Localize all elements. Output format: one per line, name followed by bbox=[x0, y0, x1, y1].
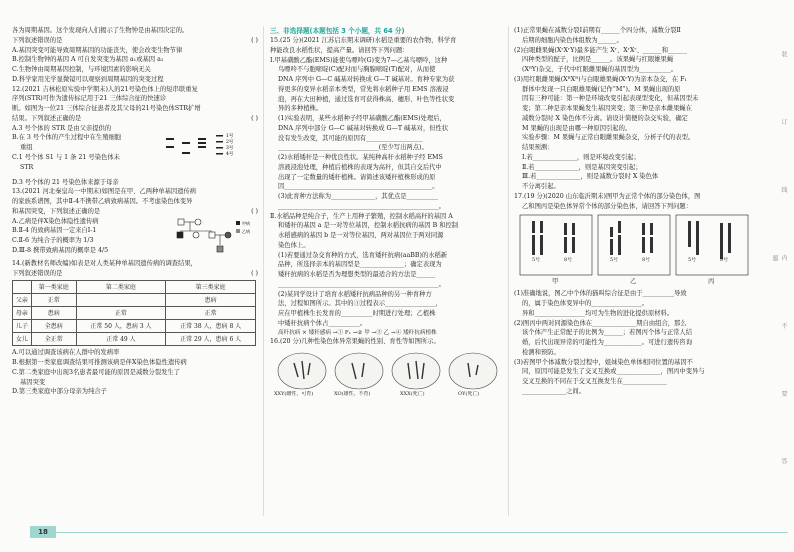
text-line: 种能改良水稻性状，提高产量。请回答下列问题： bbox=[270, 46, 409, 54]
text-line: 因_______________________________________________。 bbox=[278, 183, 439, 191]
text-line: 溶液浸泡处理，种植后植株的表现为高秆，但其自交后代中 bbox=[278, 163, 442, 171]
text-line: 后期的细胞内染色体组数为______。 bbox=[522, 36, 623, 44]
text-line: 中矮秆抗病个体占__________。 bbox=[278, 319, 367, 327]
question-line: 17.(19 分)(2020 山东临沂期末)图甲为正常个体的部分染色体，图 bbox=[514, 192, 701, 200]
figure-label: 甲 bbox=[552, 278, 559, 286]
text-line: (1)准确地说，图乙中个体的猫叫综合征是由于__________导致 bbox=[514, 290, 687, 298]
text-line: (3)用红眼雌果蝇(XᴿXᴿ)与白眼雄果蝇(XʳY)为亲本杂交，在 F₁ bbox=[514, 75, 688, 83]
text-line: 婚，后代出现异常的可能性为____________。可进行遗传咨询 bbox=[522, 339, 693, 346]
svg-text:1号: 1号 bbox=[226, 133, 234, 139]
text-line: 没有发生改变，其可能的原因有__________________ bbox=[278, 134, 423, 142]
text-line: 断。如图为一位21 三体综合征患者及其父母的21号染色体STR扩增 bbox=[12, 105, 201, 112]
column-divider bbox=[263, 26, 264, 516]
text-line: 检测和预防。 bbox=[522, 348, 560, 356]
table-cell: 全患病 bbox=[31, 320, 76, 333]
table-cell: 患病 bbox=[166, 294, 256, 307]
text-line: 下列叙述错误的是 ( ) bbox=[12, 269, 258, 277]
option-line: B.在 3 号个体的产生过程中在生殖细胞 bbox=[12, 134, 122, 142]
chromosome-tag: 8号 bbox=[642, 257, 651, 264]
question-line: 12.(2021 吉林松原实验中学期末)人的21号染色体上的短串联重复 bbox=[12, 85, 198, 93]
text-line: 因有三种可能：第一种是环境改变引起表现型变化，但基因型未 bbox=[522, 95, 699, 103]
text-line: ________________________________(至少写出两点)。 bbox=[278, 144, 428, 152]
text-line: 品种，所选择亲本的基因型是______________；确定表现为 bbox=[278, 261, 442, 269]
text-line: 结果预测： bbox=[522, 144, 554, 151]
text-line: 变；第二种是亲本果蝇发生基因突变；第三种是亲本雌果蝇在 bbox=[522, 105, 693, 112]
str-label: STR bbox=[20, 163, 34, 171]
text-line: (2)水稻矮秆是一种优良性状。某纯种高秆水稻种子经 EMS bbox=[278, 154, 443, 162]
option-line: C.生物钟由周期基因控制，与环境因素的影响无关 bbox=[12, 66, 151, 73]
option-line: A.3 号个体的 STR 是由父亲提供的 bbox=[12, 124, 112, 132]
text-line: (2)某同学设计了培育水稻矮秆抗病品种的另一种育种方 bbox=[278, 290, 432, 298]
text-line: 群体中发现一只白眼雄果蝇(记作“M”)。M 果蝇出现的原 bbox=[522, 85, 681, 93]
option-line: D.第三类家庭中部分母亲为纯合子 bbox=[12, 388, 107, 396]
fly-chromosome-figure bbox=[270, 349, 502, 399]
text-line: 和基因突变，下列叙述正确的是 ( ) bbox=[12, 207, 258, 215]
option-line: B.Ⅱ-4 的致病基因一定来自Ⅰ-1 bbox=[12, 227, 97, 235]
pedigree-figure bbox=[172, 217, 256, 257]
table-row bbox=[13, 333, 256, 346]
chromosome-tag: 5号 bbox=[688, 257, 697, 264]
text-line: 减数分裂时 X 染色体不分离。请设计简便的杂交实验，确定 bbox=[522, 114, 688, 122]
table-cell: 正常 bbox=[166, 307, 256, 320]
option-line: D.3 号个体的 21 号染色体来源于母亲 bbox=[12, 178, 119, 186]
text-line: 鸟嘌呤不与胞嘧啶(C)配对而与胸腺嘧啶(T)配对，从而使 bbox=[278, 66, 436, 74]
svg-text:3号: 3号 bbox=[226, 145, 234, 151]
text-line: 序列(STR)可作为遗传标记用于21 三体综合征的快速诊 bbox=[12, 95, 167, 103]
question-line: 14.(新教材名师改编)如表是对人类某种单基因遗传病的调查结果， bbox=[12, 259, 197, 267]
table-cell: 正常 bbox=[31, 294, 76, 307]
text-line: (1)若要通过杂交育种的方式，选育矮秆抗病(aaBB)的水稻新 bbox=[278, 251, 448, 259]
text-line: 同，原因可能是发生了交叉互换或______________，图丙中变异与 bbox=[522, 368, 705, 376]
column-left bbox=[12, 26, 258, 397]
table-cell: 第二类家庭 bbox=[76, 281, 166, 294]
text-line: (3)此育种方法称为______________，其优点是__________ bbox=[278, 193, 439, 201]
table-cell: 儿子 bbox=[13, 320, 32, 333]
table-row bbox=[13, 294, 256, 307]
svg-text:乙病: 乙病 bbox=[242, 228, 250, 234]
option-line: C.Ⅱ-6 为纯合子的概率为 1/3 bbox=[12, 237, 94, 244]
text-line: 矮秆抗病的水稻是否为理想类型的最适合的方法是______ bbox=[278, 271, 436, 279]
text-line: 得更多的变异水稻亲本类型，常先将水稻种子用 EMS 溶液浸 bbox=[278, 85, 449, 93]
text-line: 水稻感病的基因 b 是一对等位基因，两对基因位于两对同源 bbox=[278, 232, 444, 240]
column-divider bbox=[508, 26, 509, 516]
option-line: 重组 bbox=[20, 144, 33, 151]
option-line: C.第二类家庭中出现3名患者最可能的原因是减数分裂发生了 bbox=[12, 368, 181, 376]
text-line: Ⅰ.若______________，则是环境改变引起； bbox=[522, 153, 640, 161]
str-gel-figure bbox=[160, 132, 252, 172]
question-line: 15.(25 分)(2021 江苏启东期末调研)水稻是重要的农作物，科学育 bbox=[270, 37, 457, 45]
text-line: 乙和图丙是染色体异常个体的部分染色体，请回答下列问题： bbox=[522, 202, 693, 210]
svg-text:甲病: 甲病 bbox=[242, 220, 250, 226]
option-line: C.1 号个体 S1 与 1 条 21 号染色体未 bbox=[12, 153, 120, 161]
table-cell: 第一类家庭 bbox=[31, 281, 76, 294]
table-cell: 正常 bbox=[76, 307, 166, 320]
table-cell: 正常 49 人 bbox=[76, 333, 166, 346]
text-line: 法，过程如图所示。其中的③过程表示________________， bbox=[278, 300, 442, 308]
table-cell: 女儿 bbox=[13, 333, 32, 346]
text-line: Ⅲ.若______________，则是减数分裂时 X 染色体 bbox=[522, 173, 659, 181]
survey-table bbox=[12, 280, 256, 346]
text-line: M 果蝇的出现是由哪一种原因引起的。 bbox=[522, 124, 632, 132]
fly-label: XXX(死亡) bbox=[400, 391, 425, 398]
text-line: 的家族系谱图，其中Ⅱ-4不携带乙病致病基因。不考虑染色体变异 bbox=[12, 198, 193, 205]
option-line: B.根据第一类家庭调查结果可推测该病是伴X染色体隐性遗传病 bbox=[12, 359, 187, 366]
figure-label: 乙 bbox=[630, 278, 637, 286]
text-line: ______________之间。 bbox=[522, 387, 585, 395]
table-cell: 正常 29 人，患病 6 人 bbox=[166, 333, 256, 346]
text-line: (3)若图甲个体减数分裂过程中，姐妹染色单体相同位置的基因不 bbox=[514, 358, 693, 366]
text-line: 泡，再在大田种植，通过选育可获得株高、穗形、叶色等性状变 bbox=[278, 95, 455, 103]
text-line: 实验步骤：M 果蝇与正常白眼雌果蝇杂交，分析子代的表型。 bbox=[522, 134, 695, 142]
option-line: D.Ⅲ-8 携带致病基因的概率是 4/5 bbox=[12, 246, 109, 254]
table-header-row bbox=[13, 281, 256, 294]
table-cell: 全正常 bbox=[31, 333, 76, 346]
column-middle bbox=[270, 26, 502, 401]
text-line: (1)实验表明，某些水稻种子经甲基磺酸乙酯(EMS)处理后， bbox=[278, 115, 446, 123]
question-line: 13.(2021 河北秦皇岛一中期末)如图是在甲、乙两种单基因遗传病 bbox=[12, 188, 197, 196]
table-cell bbox=[13, 281, 32, 294]
text-line: (2)图丙中两对同源染色体在______________期自由组合，那么 bbox=[514, 319, 687, 327]
option-line: A.可以通过调查该病在人群中的发病率 bbox=[12, 349, 120, 357]
option-line: A.基因突变可能导致周期基因的功能丧失，使会改变生物节律 bbox=[12, 46, 183, 54]
text-line: 和矮秆的基因 a 是一对等位基因，控制水稻抗病的基因 B 和控制 bbox=[278, 222, 459, 230]
section-heading: 三、非选择题(本题包括 3 个小题，共 64 分) bbox=[270, 27, 405, 35]
text-line: 应在甲植株生长发育的__________时期进行处理；乙植株 bbox=[278, 310, 436, 318]
chromosome-figure bbox=[514, 213, 754, 287]
text-line: (1)正常果蝇在减数分裂Ⅰ前期有______个四分体，减数分裂Ⅱ bbox=[514, 27, 681, 34]
text-line: 四种类型的配子，比例是______。该果蝇与红眼雄果蝇 bbox=[522, 56, 674, 64]
text-line: 该个体产生正常配子的比例为______；若图丙个体与正常人结 bbox=[522, 329, 693, 337]
table-row bbox=[13, 320, 256, 333]
text-line: 交叉互换的不同在于交叉互换发生在______________ bbox=[522, 378, 667, 385]
chromosome-tag: 8号 bbox=[564, 257, 573, 264]
svg-text:2号: 2号 bbox=[226, 139, 234, 145]
option-line: B.控制生物钟的基因 A 可自发突变为基因 a₁或基因 a₂ bbox=[12, 56, 164, 64]
text-line: ___________________________________________________。 bbox=[278, 202, 445, 210]
table-cell: 正常 38 人，患病 8 人 bbox=[166, 320, 256, 333]
chromosome-svg bbox=[514, 213, 754, 287]
text-line: 结果。下列叙述正确的是 ( ) bbox=[12, 114, 258, 122]
pedigree-question-block bbox=[12, 207, 258, 259]
fly-label: XO(雄性，不育) bbox=[334, 391, 371, 398]
table-cell: 患病 bbox=[31, 307, 76, 320]
chromosome-tag: 8号 bbox=[720, 257, 729, 264]
figure-label: 丙 bbox=[708, 278, 715, 286]
text-line: ___________________________________________________。 bbox=[278, 280, 445, 288]
fly-label: OY(死亡) bbox=[458, 391, 480, 398]
table-cell: 第三类家庭 bbox=[166, 281, 256, 294]
text-line: DNA 序列中 G—C 碱基对转换成 G—T 碱基对。育种专家为获 bbox=[278, 76, 455, 84]
text-line: Ⅰ.甲基磺酸乙酯(EMS)能使鸟嘌呤(G)变为7—乙基鸟嘌呤，这种 bbox=[270, 56, 448, 64]
text-line: 下列叙述错误的是 ( ) bbox=[12, 36, 258, 44]
text-line: Ⅱ.水稻品种是纯合子，生产上用种子繁殖，控制水稻高秆的基因 A bbox=[270, 212, 453, 220]
text-line: 各为周期基因。这个发现向人们揭示了生物钟是由基因决定的。 bbox=[12, 27, 189, 34]
page-number: 18 bbox=[30, 526, 56, 538]
option-line: A.乙病是伴X染色体隐性遗传病 bbox=[12, 217, 99, 225]
svg-text:4号: 4号 bbox=[226, 151, 234, 157]
text-line: 染色体上。 bbox=[278, 241, 310, 249]
column-right bbox=[514, 26, 754, 397]
option-line: 基因突变 bbox=[20, 378, 46, 386]
chromosome-tag: 5号 bbox=[532, 257, 541, 264]
text-line: 不分离引起。 bbox=[522, 183, 560, 190]
binding-margin-text: 装 订 线 内 不 要 答 题 bbox=[771, 50, 787, 495]
table-row bbox=[13, 307, 256, 320]
table-cell bbox=[76, 294, 166, 307]
breeding-scheme: 高秆抗病 × 矮秆感病 →① F₁ →② 甲 →③ 乙 →④ 矮秆抗病植株 bbox=[278, 329, 437, 336]
text-line: 出现了一定数量的矮秆植株。请简述该矮秆植株形成的原 bbox=[278, 173, 436, 181]
text-line: 的，属于染色体变异中的________________。 bbox=[522, 300, 648, 307]
option-line: D.科学家用光学显微镜可以观察到周期基因的突变过程 bbox=[12, 75, 164, 83]
table-cell: 父亲 bbox=[13, 294, 32, 307]
table-cell: 母亲 bbox=[13, 307, 32, 320]
fly-label: XXY(雌性，可育) bbox=[274, 391, 314, 398]
footer-rule bbox=[56, 532, 788, 533]
text-line: (2)白眼雌果蝇(XʳXʳY)最多能产生 Xʳ、XʳXʳ、______和______ bbox=[514, 46, 687, 54]
text-line: Ⅱ.若______________，则是基因突变引起； bbox=[522, 163, 642, 171]
chromosome-tag: 5号 bbox=[610, 257, 619, 264]
text-line: 异的多种植株。 bbox=[278, 105, 323, 113]
table-cell: 正常 50 人，患病 3 人 bbox=[76, 320, 166, 333]
question-line: 16.(20 分)几种性染色体异常果蝇的性别、育性等如图所示。 bbox=[270, 338, 440, 346]
str-question-block bbox=[12, 124, 258, 178]
text-line: (XᴿY)杂交，子代中红眼雌果蝇的基因型为__________。 bbox=[522, 66, 678, 73]
text-line: DNA 序列中部分 G—C 碱基对转换成 G—T 碱基对，但性状 bbox=[278, 124, 449, 132]
text-line: 异和________________均可为生物的进化提供原材料。 bbox=[522, 309, 674, 317]
